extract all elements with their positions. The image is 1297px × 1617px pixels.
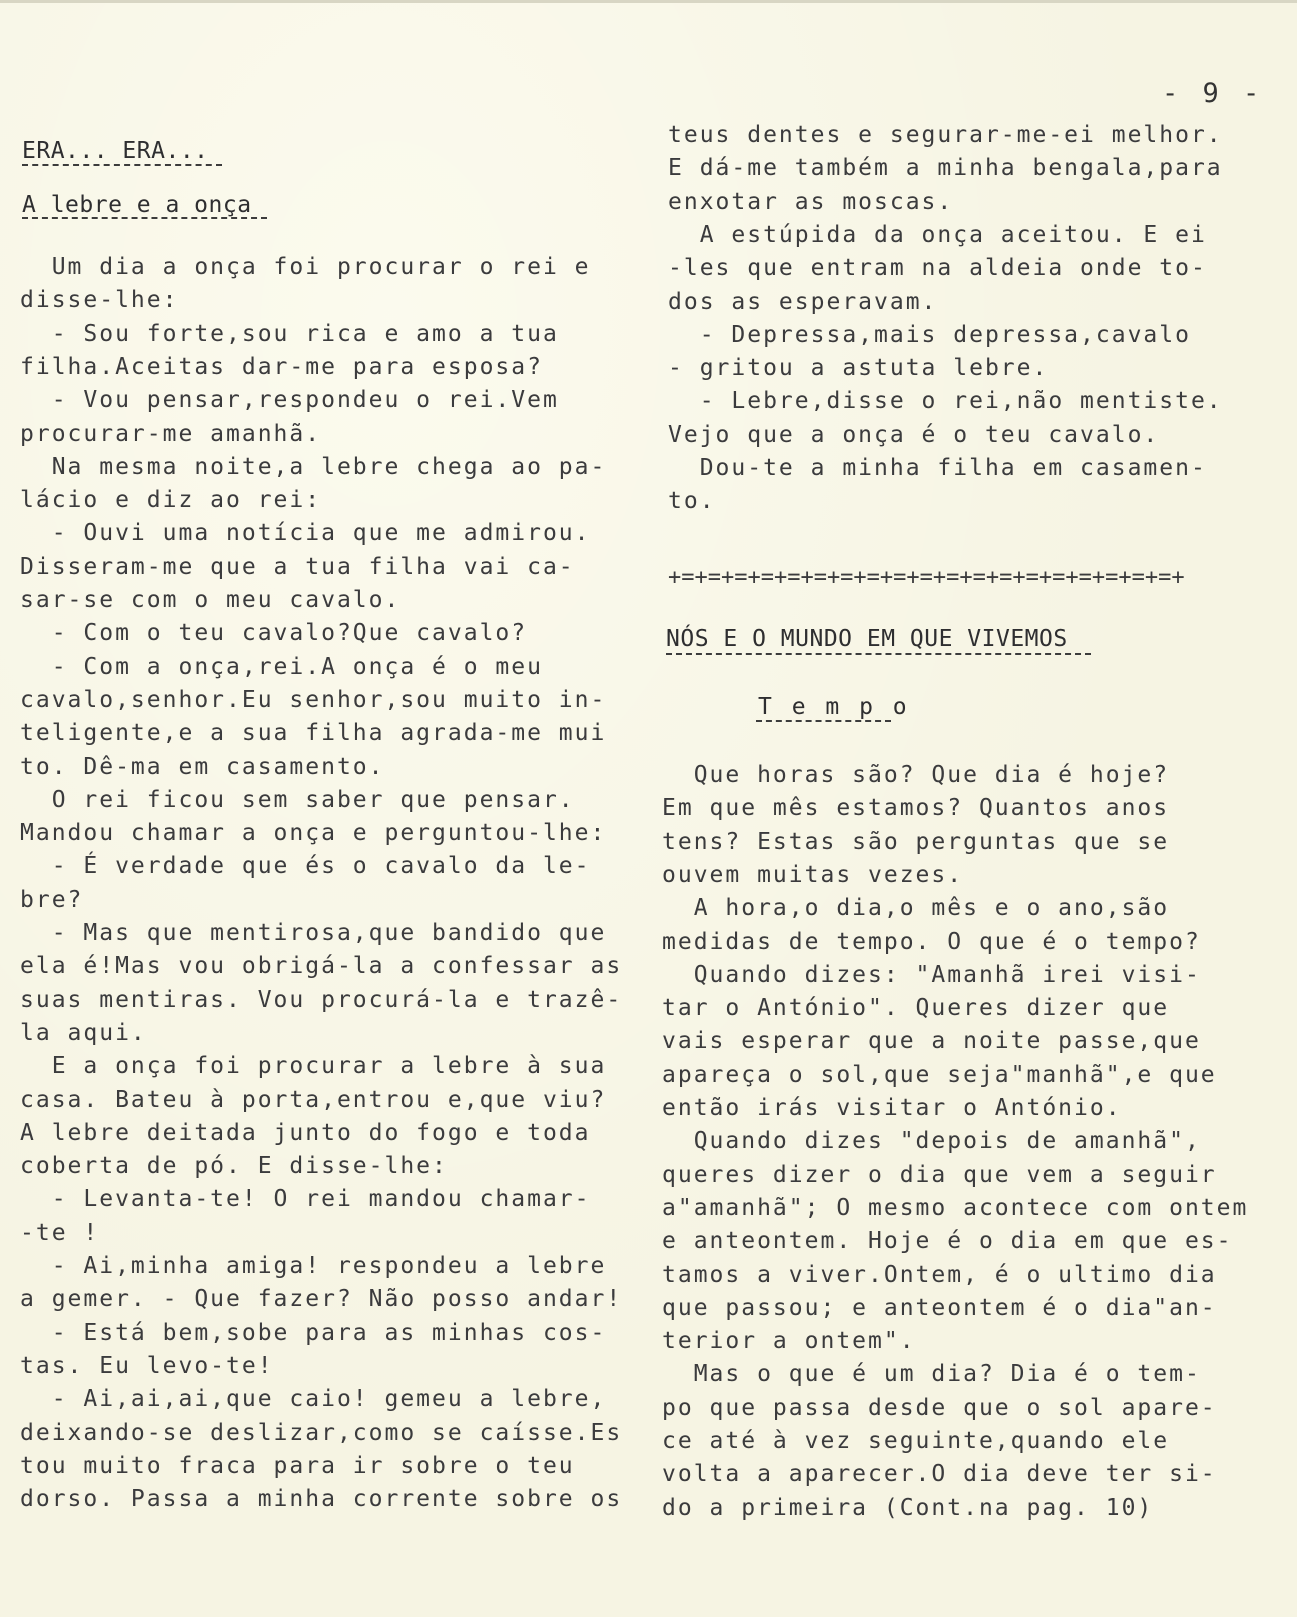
- story-text-line: sar-se com o meu cavalo.: [20, 587, 401, 613]
- article-text-line: a"amanhã"; O mesmo acontece com ontem: [662, 1194, 1249, 1221]
- story-text-line: disse-lhe:: [20, 287, 179, 314]
- article-text-line: ce até à vez seguinte,quando ele: [662, 1428, 1170, 1454]
- story-text-line: - Ouvi uma notícia que me admirou.: [20, 520, 591, 547]
- story-text-line: dorso. Passa a minha corrente sobre os: [20, 1486, 623, 1513]
- story-text-line: casa. Bateu à porta,entrou e,que viu?: [20, 1086, 607, 1113]
- story-text-line: Na mesma noite,a lebre chega ao pa-: [20, 453, 607, 480]
- article-text-line: po que passa desde que o sol apare-: [662, 1394, 1217, 1421]
- article-text-line: ouvem muitas vezes.: [662, 861, 964, 888]
- story-text-line: - Ai,minha amiga! respondeu a lebre: [20, 1253, 607, 1279]
- story-text-continued-line: enxotar as moscas.: [668, 188, 954, 215]
- story-text-line: Um dia a onça foi procurar o rei e: [20, 254, 591, 280]
- story-text-continued-line: Dou-te a minha filha em casamen-: [668, 455, 1207, 481]
- section-heading-mundo: NÓS E O MUNDO EM QUE VIVEMOS: [666, 626, 1068, 652]
- article-text-line: apareça o sol,que seja"manhã",e que: [662, 1061, 1217, 1088]
- story-text-line: suas mentiras. Vou procurá-la e trazê-: [20, 986, 623, 1013]
- story-text-line: - Sou forte,sou rica e amo a tua: [20, 320, 559, 347]
- story-text-line: - É verdade que és o cavalo da le-: [20, 853, 591, 880]
- story-text-line: Disseram-me que a tua filha vai ca-: [20, 553, 575, 580]
- story-text-line: -te !: [20, 1219, 100, 1246]
- article-text-line: Em que mês estamos? Quantos anos: [662, 795, 1170, 822]
- article-text-line: Mas o que é um dia? Dia é o tem-: [662, 1361, 1201, 1388]
- story-text-line: Mandou chamar a onça e perguntou-lhe:: [20, 820, 607, 847]
- story-title: A lebre e a onça: [22, 192, 252, 218]
- story-text-line: E a onça foi procurar a lebre à sua: [20, 1053, 607, 1080]
- story-text-line: coberta de pó. E disse-lhe:: [20, 1153, 448, 1180]
- story-text-line: deixando-se deslizar,como se caísse.Es: [20, 1419, 623, 1446]
- story-text-line: procurar-me amanhã.: [20, 420, 322, 447]
- story-text-line: tou muito fraca para ir sobre o teu: [20, 1452, 575, 1479]
- story-text-line: bre?: [20, 886, 84, 913]
- story-text-continued-line: - Lebre,disse o rei,não mentiste.: [668, 388, 1223, 415]
- story-text-continued-line: Vejo que a onça é o teu cavalo.: [668, 421, 1160, 448]
- article-text-line: que passou; e anteontem é o dia"an-: [662, 1294, 1217, 1321]
- section-heading-era: ERA... ERA...: [22, 138, 209, 164]
- story-text-line: - Ai,ai,ai,que caio! gemeu a lebre,: [20, 1386, 607, 1413]
- story-text-line: A lebre deitada junto do fogo e toda: [20, 1119, 591, 1146]
- story-text-continued-line: dos as esperavam.: [668, 288, 938, 315]
- article-text-line: tens? Estas são perguntas que se: [662, 828, 1170, 855]
- story-text-line: - Levanta-te! O rei mandou chamar-: [20, 1186, 591, 1213]
- story-text-line: O rei ficou sem saber que pensar.: [20, 786, 575, 813]
- story-text-line: to. Dê-ma em casamento.: [20, 753, 385, 780]
- page-number: - 9 -: [1162, 78, 1264, 109]
- article-text-line: terior a ontem".: [662, 1328, 916, 1355]
- article-text-line: volta a aparecer.O dia deve ter si-: [662, 1461, 1217, 1488]
- story-text-continued-line: E dá-me também a minha bengala,para: [668, 155, 1223, 182]
- article-text-line: então irás visitar o António.: [662, 1095, 1122, 1121]
- story-text-line: lácio e diz ao rei:: [20, 487, 322, 514]
- article-text-line: Quando dizes: "Amanhã irei visi-: [662, 961, 1201, 988]
- story-text-line: - Vou pensar,respondeu o rei.Vem: [20, 387, 559, 414]
- story-text-continued-line: A estúpida da onça aceitou. E ei: [668, 221, 1207, 248]
- separator-line: +=+=+=+=+=+=+=+=+=+=+=+=+=+=+=+=+=+=+=+: [668, 565, 1185, 590]
- article-subtitle-underline: [756, 720, 891, 722]
- article-text-line: do a primeira (Cont.na pag. 10): [662, 1494, 1154, 1521]
- story-text-line: teligente,e a sua filha agrada-me mui: [20, 720, 607, 747]
- page-fold-line: [0, 0, 1297, 3]
- story-text-continued-line: teus dentes e segurar-me-ei melhor.: [668, 122, 1223, 148]
- article-text-line: Que horas são? Que dia é hoje?: [662, 762, 1170, 788]
- story-text-line: - Mas que mentirosa,que bandido que: [20, 920, 607, 946]
- article-text-line: A hora,o dia,o mês e o ano,são: [662, 895, 1170, 922]
- story-text-line: - Está bem,sobe para as minhas cos-: [20, 1319, 607, 1346]
- story-text-line: la aqui.: [20, 1019, 147, 1046]
- story-text-continued-line: -les que entram na aldeia onde to-: [668, 255, 1207, 282]
- story-title-underline: [22, 217, 267, 219]
- section-heading-underline: [22, 164, 222, 166]
- story-text-line: tas. Eu levo-te!: [20, 1352, 274, 1379]
- article-text-line: medidas de tempo. O que é o tempo?: [662, 928, 1201, 955]
- article-text-line: tamos a viver.Ontem, é o ultimo dia: [662, 1261, 1217, 1288]
- article-subtitle: T e m p o: [758, 694, 910, 720]
- story-text-line: filha.Aceitas dar-me para esposa?: [20, 353, 543, 380]
- story-text-line: ela é!Mas vou obrigá-la a confessar as: [20, 953, 623, 980]
- story-text-line: - Com a onça,rei.A onça é o meu: [20, 653, 543, 680]
- story-text-continued-line: - gritou a astuta lebre.: [668, 355, 1049, 382]
- article-text-line: tar o António". Queres dizer que: [662, 995, 1170, 1022]
- article-text-line: e anteontem. Hoje é o dia em que es-: [662, 1228, 1233, 1255]
- story-text-line: - Com o teu cavalo?Que cavalo?: [20, 620, 528, 647]
- article-text-line: vais esperar que a noite passe,que: [662, 1028, 1201, 1055]
- article-text-line: queres dizer o dia que vem a seguir: [662, 1161, 1217, 1188]
- article-text-line: Quando dizes "depois de amanhã",: [662, 1128, 1201, 1155]
- section-heading-mundo-underline: [666, 653, 1091, 655]
- story-text-continued-line: - Depressa,mais depressa,cavalo: [668, 321, 1191, 348]
- story-text-line: a gemer. - Que fazer? Não posso andar!: [20, 1286, 623, 1313]
- story-text-line: cavalo,senhor.Eu senhor,sou muito in-: [20, 686, 607, 713]
- story-text-continued-line: to.: [668, 488, 716, 515]
